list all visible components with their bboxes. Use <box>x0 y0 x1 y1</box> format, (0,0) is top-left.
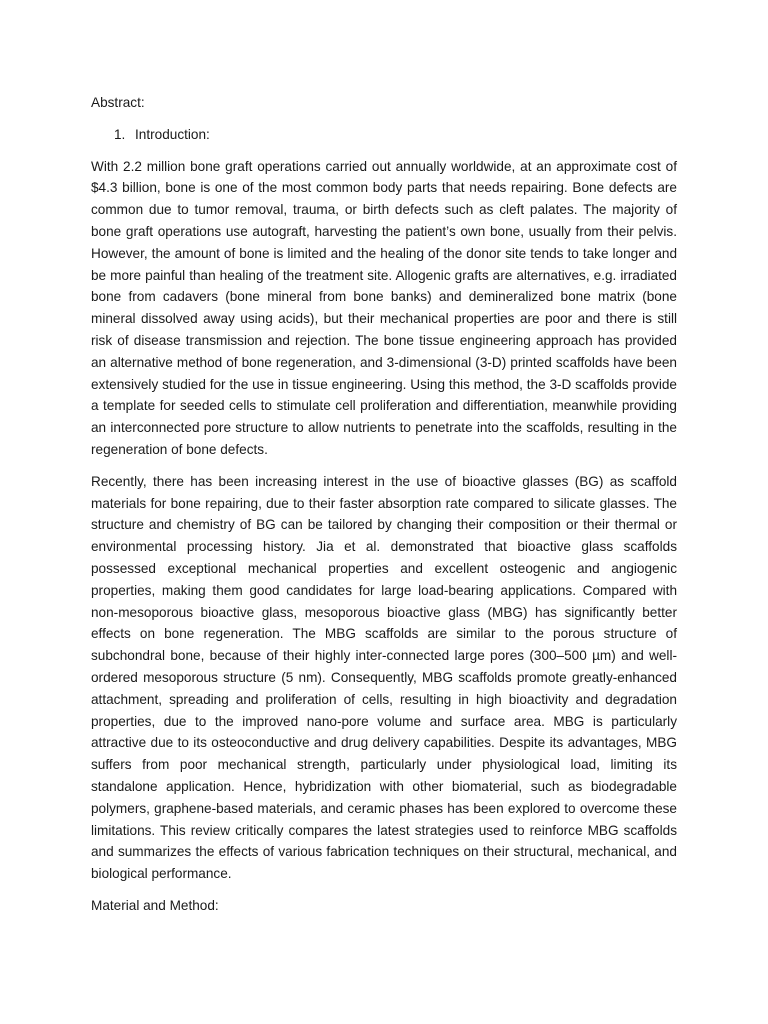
introduction-title: Introduction: <box>135 126 210 142</box>
material-method-heading: Material and Method: <box>91 897 219 913</box>
paragraph-bone-graft: With 2.2 million bone graft operations carried out annually worldwide, at an approximate cost of $4.3 billion, bone is one of the most common body parts that needs repairing. Bone defects are common due to tumor removal, trauma, or birth defects such as cleft palates. The majority of bone graft operations use autograft, harvesting the patient’s own bone, usually from their pelvis. However, the amount of bone is limited and the healing of the donor site tends to take longer and be more painful than healing of the treatment site. Allogenic grafts are alternatives, e.g. irradiated bone from cadavers (bone mineral from bone banks) and demineralized bone matrix (bone mineral dissolved away using acids), but their mechanical properties are poor and there is still risk of disease transmission and rejection. The bone tissue engineering approach has provided an alternative method of bone regeneration, and 3-dimensional (3-D) printed scaffolds have been extensively studied for the use in tissue engineering. Using this method, the 3-D scaffolds provide a template for seeded cells to stimulate cell proliferation and differentiation, meanwhile providing an interconnected pore structure to allow nutrients to penetrate into the scaffolds, resulting in the regeneration of bone defects. <box>91 158 677 457</box>
introduction-number: 1. <box>114 126 126 142</box>
paragraph-bioactive-glass: Recently, there has been increasing interest in the use of bioactive glasses (BG) as scaffold materials for bone repairing, due to their faster absorption rate compared to silicate glasses. The structure and chemistry of BG can be tailored by changing their composition or their thermal or environmental processing history. Jia et al. demonstrated that bioactive glass scaffolds possessed exceptional mechanical properties and excellent osteogenic and angiogenic properties, making them good candidates for large load-bearing applications. Compared with non-mesoporous bioactive glass, mesoporous bioactive glass (MBG) has significantly better effects on bone regeneration. The MBG scaffolds are similar to the porous structure of subchondral bone, because of their highly inter-connected large pores (300–500 µm) and well-ordered mesoporous structure (5 nm). Consequently, MBG scaffolds promote greatly-enhanced attachment, spreading and proliferation of cells, resulting in high bioactivity and degradation properties, due to the improved nano-pore volume and surface area. MBG is particularly attractive due to its osteoconductive and drug delivery capabilities. Despite its advantages, MBG suffers from poor mechanical strength, particularly under physiological load, limiting its standalone application. Hence, hybridization with other biomaterial, such as biodegradable polymers, graphene-based materials, and ceramic phases has been explored to overcome these limitations. This review critically compares the latest strategies used to reinforce MBG scaffolds and summarizes the effects of various fabrication techniques on their structural, mechanical, and biological performance. <box>91 473 677 882</box>
abstract-heading: Abstract: <box>91 95 145 110</box>
document-page <box>91 92 677 917</box>
introduction-heading <box>114 124 677 146</box>
